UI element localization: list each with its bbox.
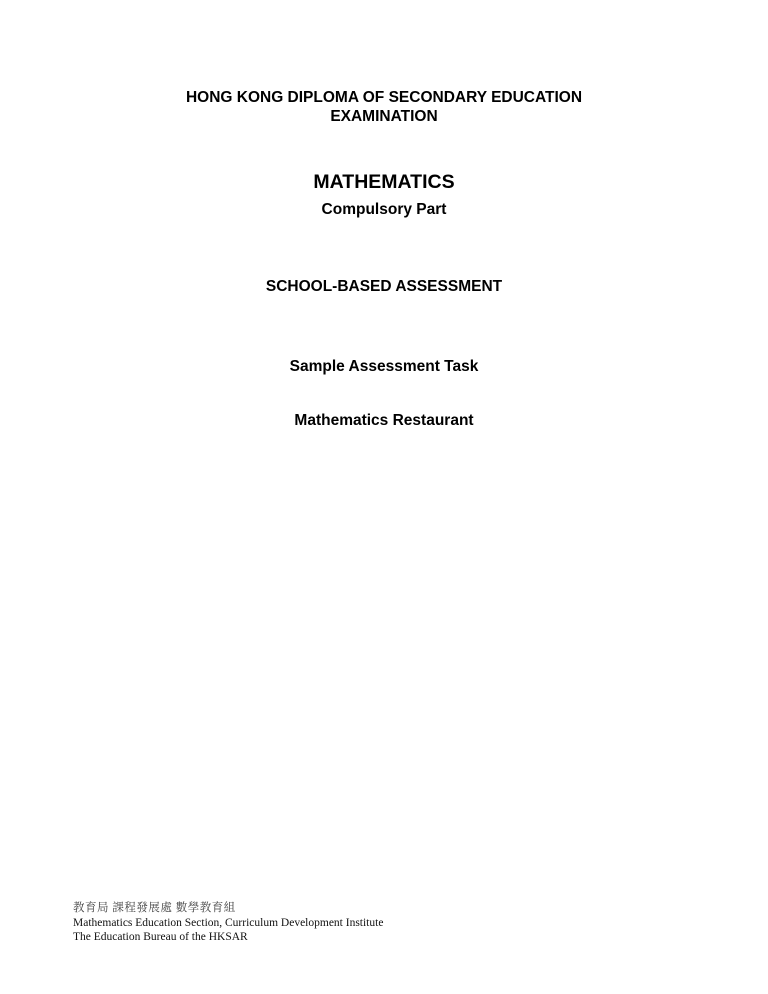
footer-line1: Mathematics Education Section, Curriculum Development Institute [73,916,384,929]
footer-line2: The Education Bureau of the HKSAR [73,931,248,943]
footer [73,901,383,945]
footer-chinese: 教育局 課程發展處 數學教育組 [73,902,236,914]
task-type: Sample Assessment Task [289,358,479,375]
exam-title-line1: HONG KONG DIPLOMA OF SECONDARY EDUCATION [185,89,583,106]
subject-title: MATHEMATICS [313,171,455,193]
exam-title [0,88,768,126]
subject-part: Compulsory Part [321,201,447,218]
exam-title-line2: EXAMINATION [330,108,438,125]
task-name: Mathematics Restaurant [294,412,474,429]
assessment-heading: SCHOOL-BASED ASSESSMENT [265,278,503,295]
